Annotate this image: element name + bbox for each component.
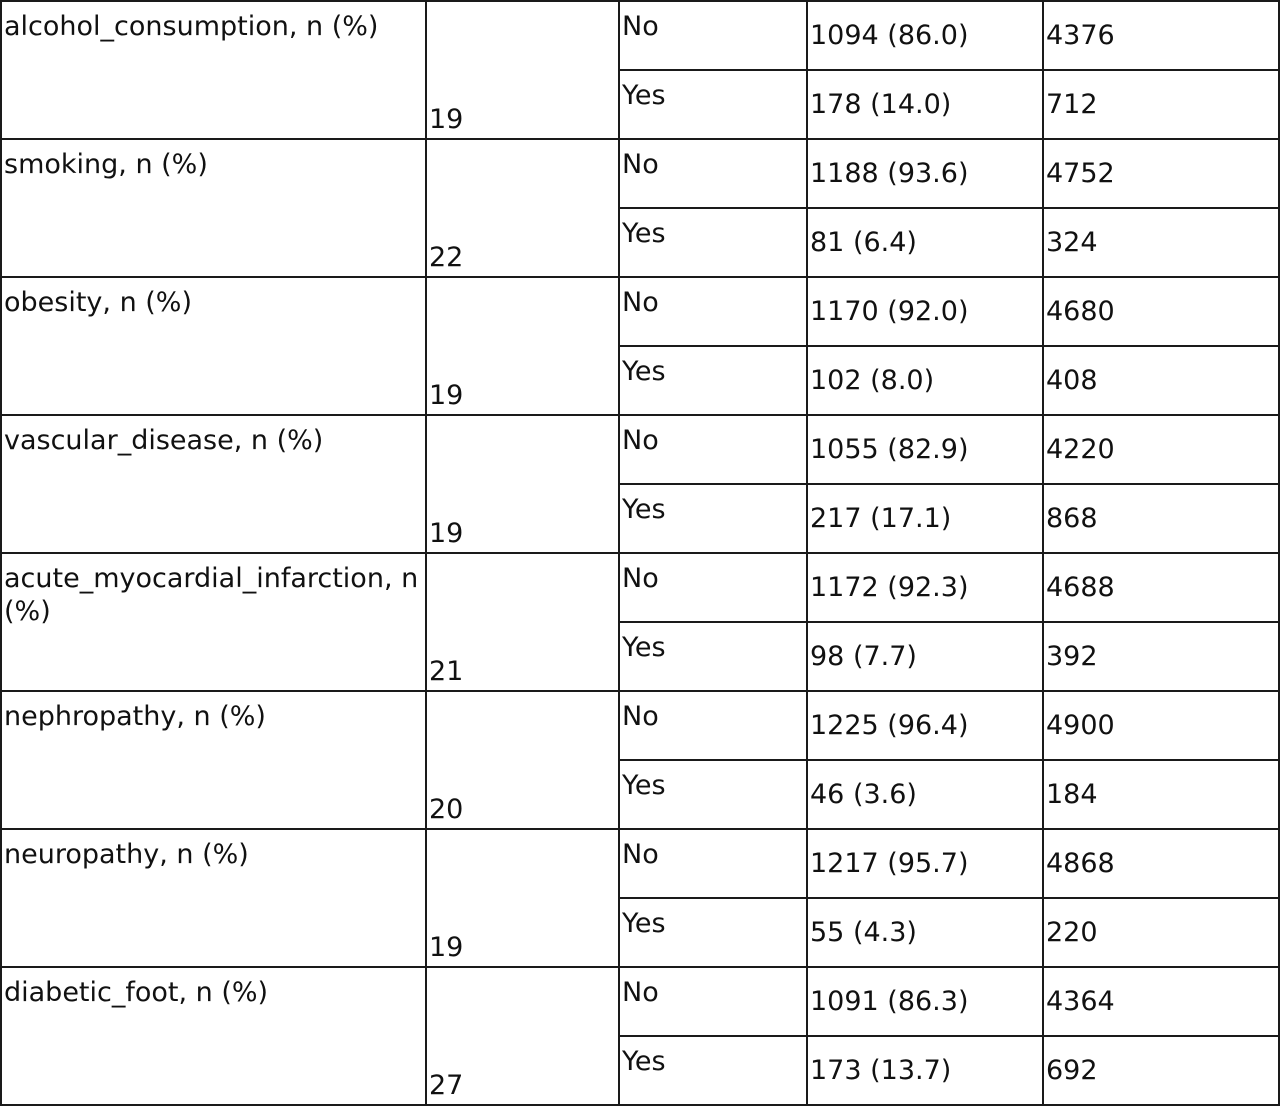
missing-count-cell: 20: [426, 691, 619, 829]
count-percent-cell: 81 (6.4): [807, 208, 1043, 277]
count-percent-cell: 1094 (86.0): [807, 1, 1043, 70]
missing-count-cell: 27: [426, 967, 619, 1105]
count-percent-cell: 1225 (96.4): [807, 691, 1043, 760]
variable-name-cell: vascular_disease, n (%): [1, 415, 426, 553]
n-value-cell: 4868: [1043, 829, 1279, 898]
count-percent-cell: 55 (4.3): [807, 898, 1043, 967]
count-percent-cell: 1055 (82.9): [807, 415, 1043, 484]
table-row: [1, 553, 1279, 622]
count-percent-cell: 1188 (93.6): [807, 139, 1043, 208]
n-value-cell: 4688: [1043, 553, 1279, 622]
table-row: [1, 415, 1279, 484]
count-percent-cell: 1172 (92.3): [807, 553, 1043, 622]
variable-name-cell: diabetic_foot, n (%): [1, 967, 426, 1105]
level-cell: No: [619, 553, 807, 622]
missing-count-cell: 19: [426, 829, 619, 967]
count-percent-cell: 1217 (95.7): [807, 829, 1043, 898]
level-cell: No: [619, 829, 807, 898]
level-cell: No: [619, 277, 807, 346]
count-percent-cell: 173 (13.7): [807, 1036, 1043, 1105]
n-value-cell: 4900: [1043, 691, 1279, 760]
level-cell: No: [619, 139, 807, 208]
missing-count-cell: 22: [426, 139, 619, 277]
count-percent-cell: 46 (3.6): [807, 760, 1043, 829]
level-cell: No: [619, 967, 807, 1036]
n-value-cell: 324: [1043, 208, 1279, 277]
variable-name-cell: obesity, n (%): [1, 277, 426, 415]
n-value-cell: 712: [1043, 70, 1279, 139]
level-cell: Yes: [619, 760, 807, 829]
level-cell: No: [619, 1, 807, 70]
n-value-cell: 4752: [1043, 139, 1279, 208]
count-percent-cell: 1170 (92.0): [807, 277, 1043, 346]
variable-name-cell: neuropathy, n (%): [1, 829, 426, 967]
n-value-cell: 4376: [1043, 1, 1279, 70]
n-value-cell: 408: [1043, 346, 1279, 415]
level-cell: No: [619, 691, 807, 760]
level-cell: No: [619, 415, 807, 484]
missing-count-cell: 19: [426, 277, 619, 415]
count-percent-cell: 98 (7.7): [807, 622, 1043, 691]
level-cell: Yes: [619, 346, 807, 415]
table-body: [1, 1, 1279, 1105]
n-value-cell: 868: [1043, 484, 1279, 553]
level-cell: Yes: [619, 1036, 807, 1105]
missing-count-cell: 21: [426, 553, 619, 691]
count-percent-cell: 217 (17.1): [807, 484, 1043, 553]
missing-count-cell: 19: [426, 1, 619, 139]
variable-name-cell: alcohol_consumption, n (%): [1, 1, 426, 139]
table-row: [1, 139, 1279, 208]
missing-count-cell: 19: [426, 415, 619, 553]
n-value-cell: 220: [1043, 898, 1279, 967]
table-row: [1, 277, 1279, 346]
n-value-cell: 392: [1043, 622, 1279, 691]
level-cell: Yes: [619, 898, 807, 967]
table-row: [1, 829, 1279, 898]
variable-name-cell: nephropathy, n (%): [1, 691, 426, 829]
level-cell: Yes: [619, 70, 807, 139]
count-percent-cell: 178 (14.0): [807, 70, 1043, 139]
level-cell: Yes: [619, 622, 807, 691]
count-percent-cell: 1091 (86.3): [807, 967, 1043, 1036]
n-value-cell: 4220: [1043, 415, 1279, 484]
level-cell: Yes: [619, 484, 807, 553]
n-value-cell: 4680: [1043, 277, 1279, 346]
table-row: [1, 967, 1279, 1036]
n-value-cell: 692: [1043, 1036, 1279, 1105]
level-cell: Yes: [619, 208, 807, 277]
count-percent-cell: 102 (8.0): [807, 346, 1043, 415]
table-row: [1, 1, 1279, 70]
table-row: [1, 691, 1279, 760]
n-value-cell: 184: [1043, 760, 1279, 829]
variable-name-cell: acute_myocardial_infarction, n (%): [1, 553, 426, 691]
variable-name-cell: smoking, n (%): [1, 139, 426, 277]
n-value-cell: 4364: [1043, 967, 1279, 1036]
